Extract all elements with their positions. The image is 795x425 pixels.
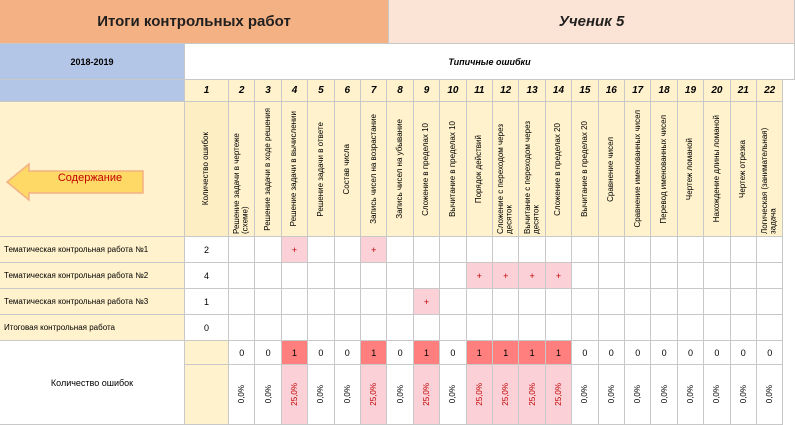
- row-cell[interactable]: [519, 237, 545, 263]
- col-label-13: [519, 102, 545, 237]
- row-cell[interactable]: [387, 237, 413, 263]
- row-cell[interactable]: [361, 315, 387, 341]
- col-number-4: 4: [282, 80, 308, 102]
- row-cell[interactable]: [493, 315, 519, 341]
- col-label-10: [440, 102, 466, 237]
- summary-percent: 25,0%: [421, 383, 431, 406]
- row-cell[interactable]: [229, 237, 255, 263]
- summary-percent-cell: [704, 365, 730, 425]
- col-number-17: 17: [625, 80, 651, 102]
- row-cell[interactable]: [599, 237, 625, 263]
- summary-percent: 0,0%: [633, 385, 643, 404]
- row-cell[interactable]: [493, 289, 519, 315]
- summary-percent-cell: [493, 365, 519, 425]
- col-label-22: [757, 102, 783, 237]
- col-label-text: Сложение с переходом через десяток: [496, 123, 514, 234]
- row-cell[interactable]: [361, 289, 387, 315]
- col-number-7: 7: [361, 80, 387, 102]
- col-label-15: [572, 102, 598, 237]
- col-label-17: [625, 102, 651, 237]
- summary-percent-cell: [387, 365, 413, 425]
- summary-percent-cell: [361, 365, 387, 425]
- col-label-text: Количество ошибок: [201, 132, 211, 206]
- summary-percent-cell: [731, 365, 757, 425]
- col-number-1: 1: [185, 80, 229, 102]
- summary-percent-cell: [757, 365, 783, 425]
- summary-count: 1: [361, 341, 387, 365]
- col-label-text: Вычитание в пределах 10: [447, 121, 457, 217]
- col-number-13: 13: [519, 80, 545, 102]
- row-label: Итоговая контрольная работа: [0, 315, 185, 341]
- col-number-11: 11: [467, 80, 493, 102]
- row-cell[interactable]: [493, 237, 519, 263]
- row-cell[interactable]: [335, 289, 361, 315]
- summary-percent: 0,0%: [685, 385, 695, 404]
- row-cell[interactable]: [255, 237, 281, 263]
- col-number-18: 18: [651, 80, 677, 102]
- col-number-20: 20: [704, 80, 730, 102]
- row-label: Тематическая контрольная работа №2: [0, 263, 185, 289]
- row-cell[interactable]: [678, 315, 704, 341]
- col-label-20: [704, 102, 730, 237]
- summary-percent: 0,0%: [237, 385, 247, 404]
- section-title: Типичные ошибки: [185, 44, 795, 80]
- row-cell[interactable]: [572, 237, 598, 263]
- summary-count: 0: [625, 341, 651, 365]
- col-label-8: [387, 102, 413, 237]
- row-cell[interactable]: [546, 263, 572, 289]
- col-label-text: Вычитание в пределах 20: [579, 121, 589, 217]
- row-cell[interactable]: [282, 289, 308, 315]
- summary-count: 1: [282, 341, 308, 365]
- error-mark: +: [371, 244, 377, 255]
- student-name: Ученик 5: [389, 0, 795, 44]
- row-cell[interactable]: [308, 315, 334, 341]
- summary-count: 1: [546, 341, 572, 365]
- summary-percent-cell: [519, 365, 545, 425]
- row-label: Тематическая контрольная работа №3: [0, 289, 185, 315]
- error-mark: +: [476, 270, 482, 281]
- summary-percent: 0,0%: [738, 385, 748, 404]
- row-cell[interactable]: [599, 289, 625, 315]
- summary-percent-cell: [572, 365, 598, 425]
- row-cell[interactable]: [704, 289, 730, 315]
- row-count: 2: [185, 237, 229, 263]
- error-mark: +: [291, 244, 298, 255]
- summary-percent: 0,0%: [316, 385, 326, 404]
- summary-percent: 25,0%: [553, 383, 563, 406]
- row-cell[interactable]: [414, 237, 440, 263]
- row-cell[interactable]: [704, 237, 730, 263]
- summary-percent: 25,0%: [527, 383, 537, 406]
- summary-count: 0: [255, 341, 281, 365]
- row-count: 0: [185, 315, 229, 341]
- col-number-8: 8: [387, 80, 413, 102]
- col-number-6: 6: [335, 80, 361, 102]
- summary-percent-cell: [546, 365, 572, 425]
- summary-percent-cell: [229, 365, 255, 425]
- row-cell[interactable]: [599, 263, 625, 289]
- summary-count: 1: [519, 341, 545, 365]
- col-label-text: Решение задачи в ходе решения: [262, 107, 272, 231]
- col-label-text: Решение задачи в вычислении: [289, 111, 299, 227]
- col-label-text: Запись чисел на возрастание: [368, 114, 378, 224]
- row-cell[interactable]: [519, 289, 545, 315]
- row-label: Тематическая контрольная работа №1: [0, 237, 185, 263]
- summary-count: 0: [599, 341, 625, 365]
- row-cell[interactable]: [335, 315, 361, 341]
- col-label-19: [678, 102, 704, 237]
- row-cell[interactable]: [572, 315, 598, 341]
- col-label-text: Решение задачи в ответе: [315, 121, 325, 217]
- row-cell[interactable]: [572, 289, 598, 315]
- col-label-text: Чертеж ломаной: [685, 137, 695, 201]
- col-number-9: 9: [414, 80, 440, 102]
- row-cell[interactable]: [757, 237, 783, 263]
- row-cell[interactable]: [361, 237, 387, 263]
- summary-percent: 0,0%: [659, 385, 669, 404]
- col-label-text: Вычитание с переходом через десяток: [522, 120, 541, 234]
- row-count: 1: [185, 289, 229, 315]
- row-cell[interactable]: [467, 315, 493, 341]
- summary-count: 1: [493, 341, 519, 365]
- summary-count: 0: [229, 341, 255, 365]
- col-label-text: Сложение в пределах 20: [553, 122, 563, 216]
- col-label-12: [493, 102, 519, 237]
- row-cell[interactable]: [757, 315, 783, 341]
- col-number-10: 10: [440, 80, 466, 102]
- summary-percent-cell: [414, 365, 440, 425]
- error-mark: +: [529, 270, 535, 281]
- row-cell[interactable]: [440, 315, 466, 341]
- col-label-text: Сравнение чисел: [606, 136, 616, 202]
- contents-button-label[interactable]: Содержание: [57, 172, 123, 184]
- col-number-15: 15: [572, 80, 598, 102]
- col-label-5: [308, 102, 334, 237]
- row-cell[interactable]: [625, 315, 651, 341]
- row-cell[interactable]: [519, 315, 545, 341]
- row-cell[interactable]: [229, 315, 255, 341]
- summary-percent: 0,0%: [448, 385, 458, 404]
- row-cell[interactable]: [361, 263, 387, 289]
- row-cell[interactable]: [678, 263, 704, 289]
- header-filler: [0, 80, 185, 102]
- summary-percent: 0,0%: [606, 385, 616, 404]
- row-cell[interactable]: [467, 289, 493, 315]
- row-cell[interactable]: [678, 289, 704, 315]
- row-cell[interactable]: [757, 263, 783, 289]
- col-number-14: 14: [546, 80, 572, 102]
- row-cell[interactable]: [704, 315, 730, 341]
- summary-count: 0: [572, 341, 598, 365]
- summary-percent-cell: [599, 365, 625, 425]
- summary-count: 1: [414, 341, 440, 365]
- row-cell[interactable]: [440, 237, 466, 263]
- row-cell[interactable]: [387, 315, 413, 341]
- row-cell[interactable]: [335, 263, 361, 289]
- row-cell[interactable]: [308, 263, 334, 289]
- col-label-3: [255, 102, 281, 237]
- row-cell[interactable]: [546, 315, 572, 341]
- col-label-text: Решение задачи в чертеже (схеме): [232, 133, 250, 234]
- row-cell[interactable]: [255, 315, 281, 341]
- row-cell[interactable]: [651, 315, 677, 341]
- row-cell[interactable]: [546, 289, 572, 315]
- error-mark: +: [503, 270, 509, 281]
- summary-count-blank: [185, 341, 229, 365]
- row-cell[interactable]: [335, 237, 361, 263]
- row-cell[interactable]: [308, 289, 334, 315]
- summary-count: 0: [440, 341, 466, 365]
- row-cell[interactable]: [387, 289, 413, 315]
- summary-count: 0: [651, 341, 677, 365]
- col-number-5: 5: [308, 80, 334, 102]
- col-label-21: [731, 102, 757, 237]
- summary-count: 0: [308, 341, 334, 365]
- col-label-9: [414, 102, 440, 237]
- summary-percent-cell: [678, 365, 704, 425]
- summary-percent: 0,0%: [263, 385, 273, 404]
- summary-count: 0: [335, 341, 361, 365]
- summary-percent-cell: [651, 365, 677, 425]
- col-label-text: Логическая (занимательная) задача: [760, 127, 778, 234]
- row-cell[interactable]: [467, 263, 493, 289]
- col-label-text: Запись чисел на убывание: [394, 119, 404, 219]
- row-cell[interactable]: [467, 237, 493, 263]
- row-cell[interactable]: [731, 289, 757, 315]
- col-label-text: Нахождение длины ломаной: [711, 115, 721, 223]
- col-number-19: 19: [678, 80, 704, 102]
- summary-percent-cell: [625, 365, 651, 425]
- summary-percent-cell: [440, 365, 466, 425]
- row-cell[interactable]: [414, 315, 440, 341]
- summary-percent-cell: [255, 365, 281, 425]
- col-label-7: [361, 102, 387, 237]
- row-cell[interactable]: [651, 289, 677, 315]
- summary-percent-cell: [282, 365, 308, 425]
- error-mark: +: [423, 296, 430, 307]
- col-number-12: 12: [493, 80, 519, 102]
- col-label-text: Перевод именованных чисел: [658, 114, 668, 224]
- summary-percent: 0,0%: [712, 385, 722, 404]
- row-cell[interactable]: [255, 289, 281, 315]
- col-label-text: Порядок действий: [474, 134, 484, 204]
- row-cell[interactable]: [731, 315, 757, 341]
- summary-percent-cell: [308, 365, 334, 425]
- row-cell[interactable]: [414, 289, 440, 315]
- col-label-11: [467, 102, 493, 237]
- summary-label: Количество ошибок: [0, 341, 185, 425]
- summary-percent: 25,0%: [474, 383, 484, 406]
- row-cell[interactable]: [519, 263, 545, 289]
- row-cell[interactable]: [599, 315, 625, 341]
- col-label-18: [651, 102, 677, 237]
- report-title: Итоги контрольных работ: [0, 0, 389, 44]
- col-number-3: 3: [255, 80, 281, 102]
- row-cell[interactable]: [651, 237, 677, 263]
- row-cell[interactable]: [229, 289, 255, 315]
- error-mark: +: [555, 270, 562, 281]
- summary-percent: 0,0%: [342, 385, 352, 404]
- col-number-22: 22: [757, 80, 783, 102]
- col-label-4: [282, 102, 308, 237]
- col-number-16: 16: [599, 80, 625, 102]
- row-cell[interactable]: [493, 263, 519, 289]
- summary-count: 0: [704, 341, 730, 365]
- summary-count: 0: [678, 341, 704, 365]
- col-label-16: [599, 102, 625, 237]
- summary-count: 0: [731, 341, 757, 365]
- row-count: 4: [185, 263, 229, 289]
- summary-count: 0: [387, 341, 413, 365]
- row-cell[interactable]: [731, 263, 757, 289]
- row-cell[interactable]: [440, 263, 466, 289]
- summary-percent: 0,0%: [580, 385, 590, 404]
- row-cell[interactable]: [757, 289, 783, 315]
- summary-pct-blank: [185, 365, 229, 425]
- row-cell[interactable]: [229, 263, 255, 289]
- col-label-text: Сравнение именованных чисел: [632, 110, 642, 228]
- school-year: 2018-2019: [0, 44, 185, 80]
- row-cell[interactable]: [625, 237, 651, 263]
- row-cell[interactable]: [678, 237, 704, 263]
- row-cell[interactable]: [255, 263, 281, 289]
- summary-count: 1: [467, 341, 493, 365]
- col-label-text: Сложение в пределах 10: [421, 122, 431, 216]
- row-cell[interactable]: [440, 289, 466, 315]
- summary-percent-cell: [335, 365, 361, 425]
- col-label-text: Состав числа: [342, 143, 352, 195]
- col-label-text: Чертеж отрезка: [738, 139, 748, 198]
- row-cell[interactable]: [651, 263, 677, 289]
- col-number-21: 21: [731, 80, 757, 102]
- row-cell[interactable]: [625, 289, 651, 315]
- summary-percent: 0,0%: [395, 385, 405, 404]
- row-cell[interactable]: [546, 237, 572, 263]
- summary-percent: 25,0%: [369, 383, 379, 406]
- summary-percent: 25,0%: [501, 383, 511, 406]
- row-cell[interactable]: [704, 263, 730, 289]
- row-cell[interactable]: [731, 237, 757, 263]
- col-label-count: [185, 102, 229, 237]
- row-cell[interactable]: [282, 263, 308, 289]
- row-cell[interactable]: [625, 263, 651, 289]
- col-number-2: 2: [229, 80, 255, 102]
- col-label-2: [229, 102, 255, 237]
- col-label-14: [546, 102, 572, 237]
- row-cell[interactable]: [282, 237, 308, 263]
- summary-percent: 25,0%: [289, 383, 299, 406]
- row-cell[interactable]: [308, 237, 334, 263]
- summary-percent: 0,0%: [765, 385, 775, 404]
- summary-count: 0: [757, 341, 783, 365]
- row-cell[interactable]: [572, 263, 598, 289]
- row-cell[interactable]: [414, 263, 440, 289]
- col-label-6: [335, 102, 361, 237]
- row-cell[interactable]: [282, 315, 308, 341]
- summary-percent-cell: [467, 365, 493, 425]
- row-cell[interactable]: [387, 263, 413, 289]
